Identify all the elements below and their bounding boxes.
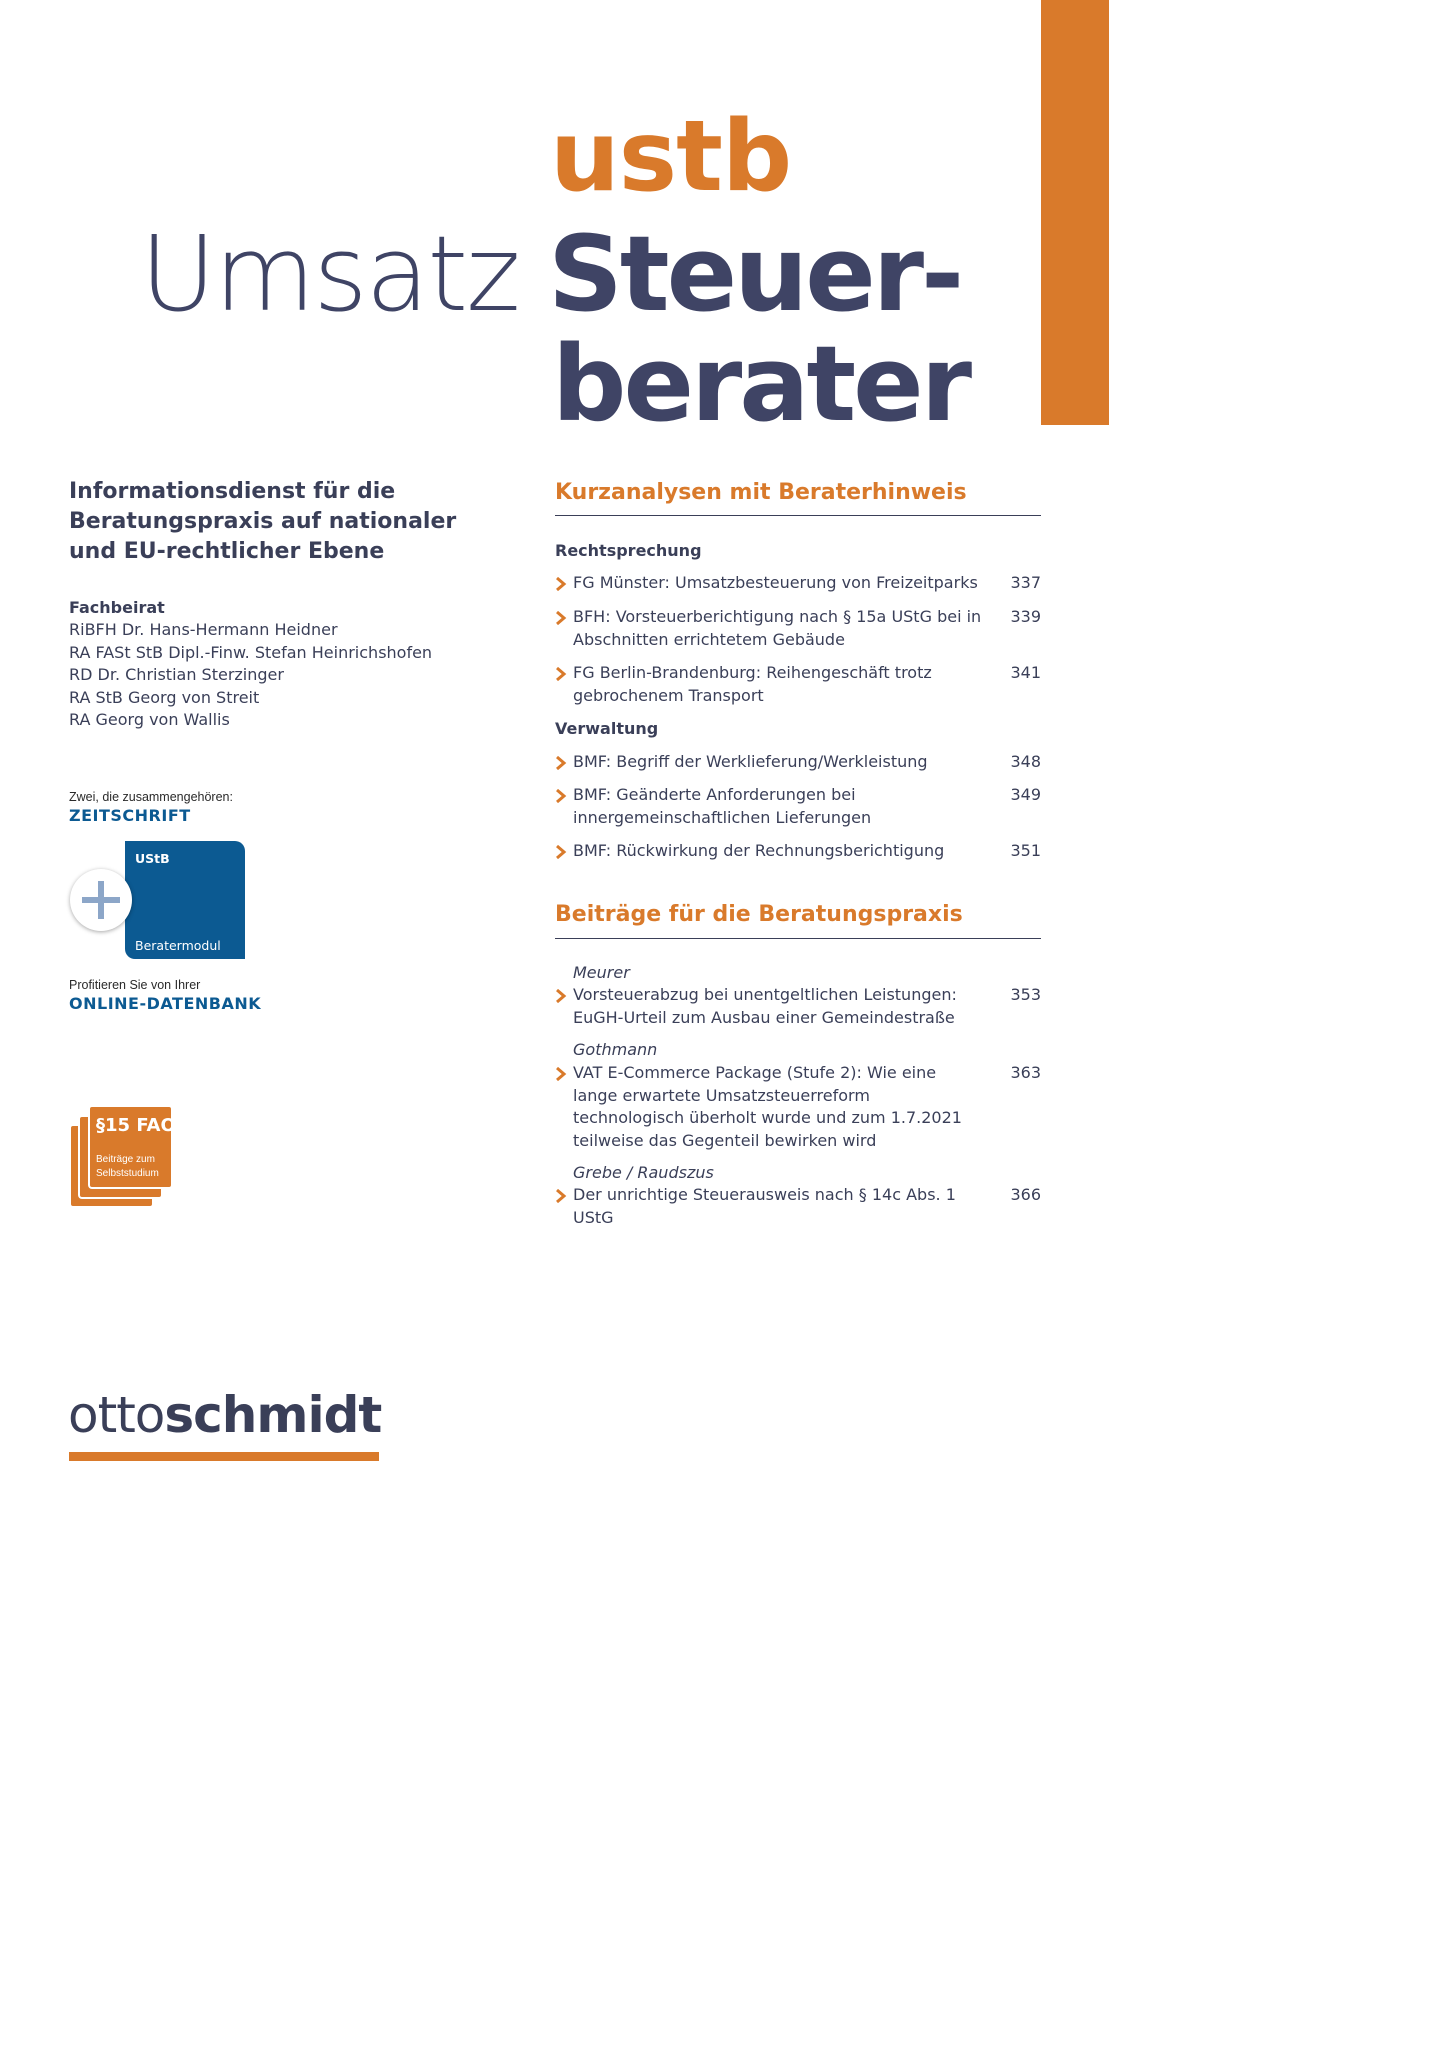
fachbeirat-member: RA FASt StB Dipl.-Finw. Stefan Heinrichshofen <box>69 642 433 662</box>
orange-corner-bar <box>1041 0 1109 425</box>
fachbeirat-member: RA Georg von Wallis <box>69 710 230 729</box>
chevron-right-icon <box>555 756 567 770</box>
fachbeirat-member: RiBFH Dr. Hans-Hermann Heidner <box>69 620 338 639</box>
chevron-right-icon <box>555 789 567 803</box>
chevron-right-icon <box>555 845 567 859</box>
section-beitraege-heading: Beiträge für die Beratungspraxis <box>555 902 963 927</box>
toc-entry[interactable]: BMF: Geänderte Anforderungen bei innergemeinschaftlichen Lieferungen 349 <box>555 784 1041 829</box>
promo-profit: Profitieren Sie von Ihrer <box>69 978 201 992</box>
toc-entry[interactable]: VAT E-Commerce Package (Stufe 2): Wie eine lange erwartete Umsatzsteuerreform technologisch überholt wurde und zum 1.7.2021 teilweise das Gegenteil bewirken wird 363 <box>555 1062 1041 1152</box>
title-steuer: Steuer- <box>548 213 962 335</box>
toc-entry[interactable]: BMF: Begriff der Werklieferung/Werkleistung 348 <box>555 751 1041 774</box>
chevron-right-icon <box>555 989 567 1003</box>
toc-entry[interactable]: Vorsteuerabzug bei unentgeltlichen Leistungen: EuGH-Urteil zum Ausbau einer Gemeindestraße 353 <box>555 984 1041 1029</box>
fao-subtitle: Beiträge zum Selbststudium <box>96 1154 159 1179</box>
toc-page-number: 341 <box>1010 663 1041 682</box>
toc-page-number: 363 <box>1010 1063 1041 1082</box>
toc-author: Meurer <box>573 963 630 982</box>
toc-entry[interactable]: FG Münster: Umsatzbesteuerung von Freizeitparks 337 <box>555 572 1041 595</box>
tagline: Informationsdienst für die Beratungspraxis auf nationaler und EU-rechtlicher Ebene <box>69 479 457 564</box>
chevron-right-icon <box>555 1067 567 1081</box>
badge-subtitle: Beratermodul <box>135 938 221 953</box>
chevron-right-icon <box>555 1189 567 1203</box>
fao-title: §15 FAO <box>96 1115 176 1136</box>
title-short: ustb <box>550 100 792 214</box>
ustb-beratermodul-badge <box>125 841 245 959</box>
toc-author: Gothmann <box>573 1040 658 1059</box>
toc-page-number: 366 <box>1010 1185 1041 1204</box>
toc-author: Grebe / Raudszus <box>573 1163 714 1182</box>
toc-page-number: 337 <box>1010 573 1041 592</box>
section-divider <box>555 938 1041 939</box>
section-kurzanalysen-heading: Kurzanalysen mit Beraterhinweis <box>555 480 967 505</box>
toc-entry[interactable]: FG Berlin-Brandenburg: Reihengeschäft trotz gebrochenem Transport 341 <box>555 662 1041 707</box>
promo-online-datenbank: ONLINE-DATENBANK <box>69 994 262 1013</box>
chevron-right-icon <box>555 577 567 591</box>
chevron-right-icon <box>555 667 567 681</box>
subsection-rechtsprechung: Rechtsprechung <box>555 541 702 560</box>
section-divider <box>555 515 1041 516</box>
fachbeirat-member: RD Dr. Christian Sterzinger <box>69 665 284 684</box>
promo-zwei: Zwei, die zusammengehören: <box>69 790 233 804</box>
toc-page-number: 353 <box>1010 985 1041 1004</box>
toc-entry[interactable]: Der unrichtige Steuerausweis nach § 14c Abs. 1 UStG 366 <box>555 1184 1041 1229</box>
title-umsatz: Umsatz <box>140 213 519 335</box>
subsection-verwaltung: Verwaltung <box>555 719 659 738</box>
fachbeirat-list <box>69 619 432 732</box>
toc-page-number: 339 <box>1010 607 1041 626</box>
toc-page-number: 351 <box>1010 841 1041 860</box>
plus-icon <box>70 869 132 931</box>
fachbeirat-member: RA StB Georg von Streit <box>69 687 260 707</box>
chevron-right-icon <box>555 611 567 625</box>
toc-page-number: 349 <box>1010 785 1041 804</box>
title-berater: berater <box>552 323 969 445</box>
logo-underline <box>69 1452 379 1461</box>
badge-title: UStB <box>135 851 170 866</box>
toc-entry[interactable]: BFH: Vorsteuerberichtigung nach § 15a UStG bei in Abschnitten errichtetem Gebäude 339 <box>555 606 1041 651</box>
fachbeirat-heading: Fachbeirat <box>69 598 165 617</box>
promo-zeitschrift: ZEITSCHRIFT <box>69 806 191 825</box>
toc-entry[interactable]: BMF: Rückwirkung der Rechnungsberichtigung 351 <box>555 840 1041 863</box>
toc-page-number: 348 <box>1010 752 1041 771</box>
fao-badge <box>88 1105 176 1189</box>
publisher-logo: ottoschmidt <box>68 1386 382 1444</box>
